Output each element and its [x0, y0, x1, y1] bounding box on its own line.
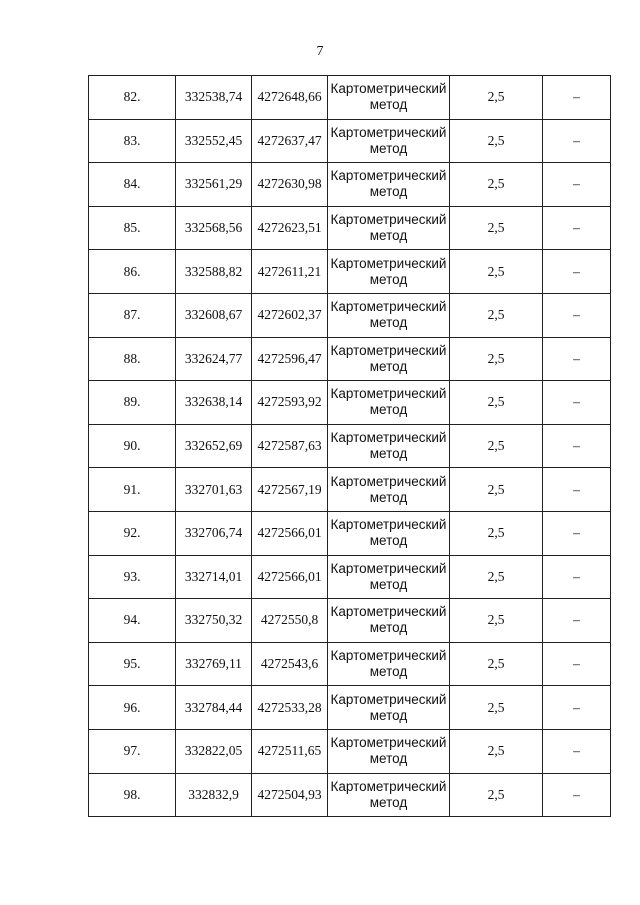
x-coordinate-cell: 332706,74 — [176, 511, 252, 555]
accuracy-cell: 2,5 — [450, 642, 543, 686]
accuracy-cell: 2,5 — [450, 76, 543, 120]
x-coordinate-cell: 332652,69 — [176, 424, 252, 468]
method-line-2: метод — [369, 228, 408, 244]
y-coordinate-cell: 4272611,21 — [252, 250, 328, 294]
method-line-2: метод — [369, 402, 408, 418]
method-line-2: метод — [369, 620, 408, 636]
point-number-cell: 96. — [89, 686, 176, 730]
y-coordinate-cell: 4272543,6 — [252, 642, 328, 686]
y-coordinate-cell: 4272566,01 — [252, 511, 328, 555]
accuracy-cell: 2,5 — [450, 555, 543, 599]
method-line-1: Картометрический — [330, 430, 447, 446]
x-coordinate-cell: 332638,14 — [176, 381, 252, 425]
x-coordinate-cell: 332701,63 — [176, 468, 252, 512]
table-row — [89, 293, 611, 337]
accuracy-cell: 2,5 — [450, 729, 543, 773]
method-line-1: Картометрический — [330, 517, 447, 533]
method-cell — [328, 76, 450, 120]
method-line-1: Картометрический — [330, 342, 447, 358]
accuracy-cell: 2,5 — [450, 293, 543, 337]
method-line-1: Картометрический — [330, 81, 447, 97]
method-line-1: Картометрический — [330, 212, 447, 228]
x-coordinate-cell: 332538,74 — [176, 76, 252, 120]
method-line-1: Картометрический — [330, 691, 447, 707]
accuracy-cell: 2,5 — [450, 686, 543, 730]
table-row — [89, 773, 611, 817]
table-row — [89, 424, 611, 468]
table-row — [89, 642, 611, 686]
x-coordinate-cell: 332750,32 — [176, 599, 252, 643]
method-cell — [328, 337, 450, 381]
table-row — [89, 599, 611, 643]
method-cell — [328, 555, 450, 599]
method-cell — [328, 599, 450, 643]
table-row — [89, 206, 611, 250]
method-line-2: метод — [369, 576, 408, 592]
y-coordinate-cell: 4272637,47 — [252, 119, 328, 163]
note-cell: – — [543, 250, 611, 294]
y-coordinate-cell: 4272550,8 — [252, 599, 328, 643]
table-row — [89, 119, 611, 163]
accuracy-cell: 2,5 — [450, 773, 543, 817]
y-coordinate-cell: 4272533,28 — [252, 686, 328, 730]
method-cell — [328, 729, 450, 773]
table-row — [89, 250, 611, 294]
accuracy-cell: 2,5 — [450, 381, 543, 425]
table-row — [89, 729, 611, 773]
note-cell: – — [543, 642, 611, 686]
method-line-1: Картометрический — [330, 648, 447, 664]
y-coordinate-cell: 4272593,92 — [252, 381, 328, 425]
note-cell: – — [543, 337, 611, 381]
accuracy-cell: 2,5 — [450, 337, 543, 381]
note-cell: – — [543, 555, 611, 599]
point-number-cell: 94. — [89, 599, 176, 643]
x-coordinate-cell: 332714,01 — [176, 555, 252, 599]
note-cell: – — [543, 773, 611, 817]
note-cell: – — [543, 293, 611, 337]
point-number-cell: 88. — [89, 337, 176, 381]
accuracy-cell: 2,5 — [450, 206, 543, 250]
point-number-cell: 89. — [89, 381, 176, 425]
y-coordinate-cell: 4272567,19 — [252, 468, 328, 512]
page-number: 7 — [316, 44, 324, 59]
point-number-cell: 86. — [89, 250, 176, 294]
note-cell: – — [543, 424, 611, 468]
method-cell — [328, 686, 450, 730]
method-cell — [328, 119, 450, 163]
accuracy-cell: 2,5 — [450, 468, 543, 512]
y-coordinate-cell: 4272623,51 — [252, 206, 328, 250]
table-row — [89, 163, 611, 207]
y-coordinate-cell: 4272511,65 — [252, 729, 328, 773]
method-line-1: Картометрический — [330, 168, 447, 184]
accuracy-cell: 2,5 — [450, 163, 543, 207]
x-coordinate-cell: 332552,45 — [176, 119, 252, 163]
table-row — [89, 555, 611, 599]
table-row — [89, 337, 611, 381]
method-line-1: Картометрический — [330, 255, 447, 271]
accuracy-cell: 2,5 — [450, 424, 543, 468]
y-coordinate-cell: 4272602,37 — [252, 293, 328, 337]
note-cell: – — [543, 76, 611, 120]
method-line-1: Картометрический — [330, 778, 447, 794]
method-cell — [328, 511, 450, 555]
coordinates-table-body — [89, 76, 611, 817]
y-coordinate-cell: 4272648,66 — [252, 76, 328, 120]
point-number-cell: 93. — [89, 555, 176, 599]
point-number-cell: 90. — [89, 424, 176, 468]
method-line-2: метод — [369, 489, 408, 505]
method-line-1: Картометрический — [330, 299, 447, 315]
method-line-1: Картометрический — [330, 604, 447, 620]
note-cell: – — [543, 511, 611, 555]
y-coordinate-cell: 4272596,47 — [252, 337, 328, 381]
x-coordinate-cell: 332568,56 — [176, 206, 252, 250]
note-cell: – — [543, 686, 611, 730]
method-cell — [328, 424, 450, 468]
y-coordinate-cell: 4272630,98 — [252, 163, 328, 207]
point-number-cell: 95. — [89, 642, 176, 686]
method-line-2: метод — [369, 664, 408, 680]
method-line-2: метод — [369, 358, 408, 374]
method-line-1: Картометрический — [330, 124, 447, 140]
method-line-1: Картометрический — [330, 386, 447, 402]
note-cell: – — [543, 163, 611, 207]
method-line-1: Картометрический — [330, 560, 447, 576]
method-line-1: Картометрический — [330, 735, 447, 751]
point-number-cell: 92. — [89, 511, 176, 555]
x-coordinate-cell: 332561,29 — [176, 163, 252, 207]
method-cell — [328, 381, 450, 425]
note-cell: – — [543, 729, 611, 773]
point-number-cell: 85. — [89, 206, 176, 250]
table-row — [89, 381, 611, 425]
method-line-2: метод — [369, 794, 408, 810]
point-number-cell: 97. — [89, 729, 176, 773]
x-coordinate-cell: 332832,9 — [176, 773, 252, 817]
method-cell — [328, 293, 450, 337]
method-line-2: метод — [369, 533, 408, 549]
method-line-2: метод — [369, 707, 408, 723]
y-coordinate-cell: 4272587,63 — [252, 424, 328, 468]
method-line-2: метод — [369, 271, 408, 287]
note-cell: – — [543, 468, 611, 512]
point-number-cell: 98. — [89, 773, 176, 817]
x-coordinate-cell: 332769,11 — [176, 642, 252, 686]
note-cell: – — [543, 381, 611, 425]
method-cell — [328, 206, 450, 250]
accuracy-cell: 2,5 — [450, 511, 543, 555]
coordinates-table — [88, 75, 611, 817]
method-cell — [328, 642, 450, 686]
x-coordinate-cell: 332608,67 — [176, 293, 252, 337]
point-number-cell: 83. — [89, 119, 176, 163]
method-line-1: Картометрический — [330, 473, 447, 489]
method-cell — [328, 250, 450, 294]
table-row — [89, 686, 611, 730]
accuracy-cell: 2,5 — [450, 119, 543, 163]
y-coordinate-cell: 4272504,93 — [252, 773, 328, 817]
y-coordinate-cell: 4272566,01 — [252, 555, 328, 599]
accuracy-cell: 2,5 — [450, 599, 543, 643]
point-number-cell: 91. — [89, 468, 176, 512]
x-coordinate-cell: 332588,82 — [176, 250, 252, 294]
method-cell — [328, 163, 450, 207]
x-coordinate-cell: 332784,44 — [176, 686, 252, 730]
note-cell: – — [543, 599, 611, 643]
point-number-cell: 87. — [89, 293, 176, 337]
method-line-2: метод — [369, 140, 408, 156]
method-line-2: метод — [369, 184, 408, 200]
note-cell: – — [543, 206, 611, 250]
method-line-2: метод — [369, 446, 408, 462]
point-number-cell: 84. — [89, 163, 176, 207]
x-coordinate-cell: 332624,77 — [176, 337, 252, 381]
method-line-2: метод — [369, 315, 408, 331]
table-row — [89, 468, 611, 512]
point-number-cell: 82. — [89, 76, 176, 120]
method-cell — [328, 773, 450, 817]
note-cell: – — [543, 119, 611, 163]
method-line-2: метод — [369, 97, 408, 113]
method-line-2: метод — [369, 751, 408, 767]
x-coordinate-cell: 332822,05 — [176, 729, 252, 773]
table-row — [89, 511, 611, 555]
method-cell — [328, 468, 450, 512]
table-row — [89, 76, 611, 120]
accuracy-cell: 2,5 — [450, 250, 543, 294]
